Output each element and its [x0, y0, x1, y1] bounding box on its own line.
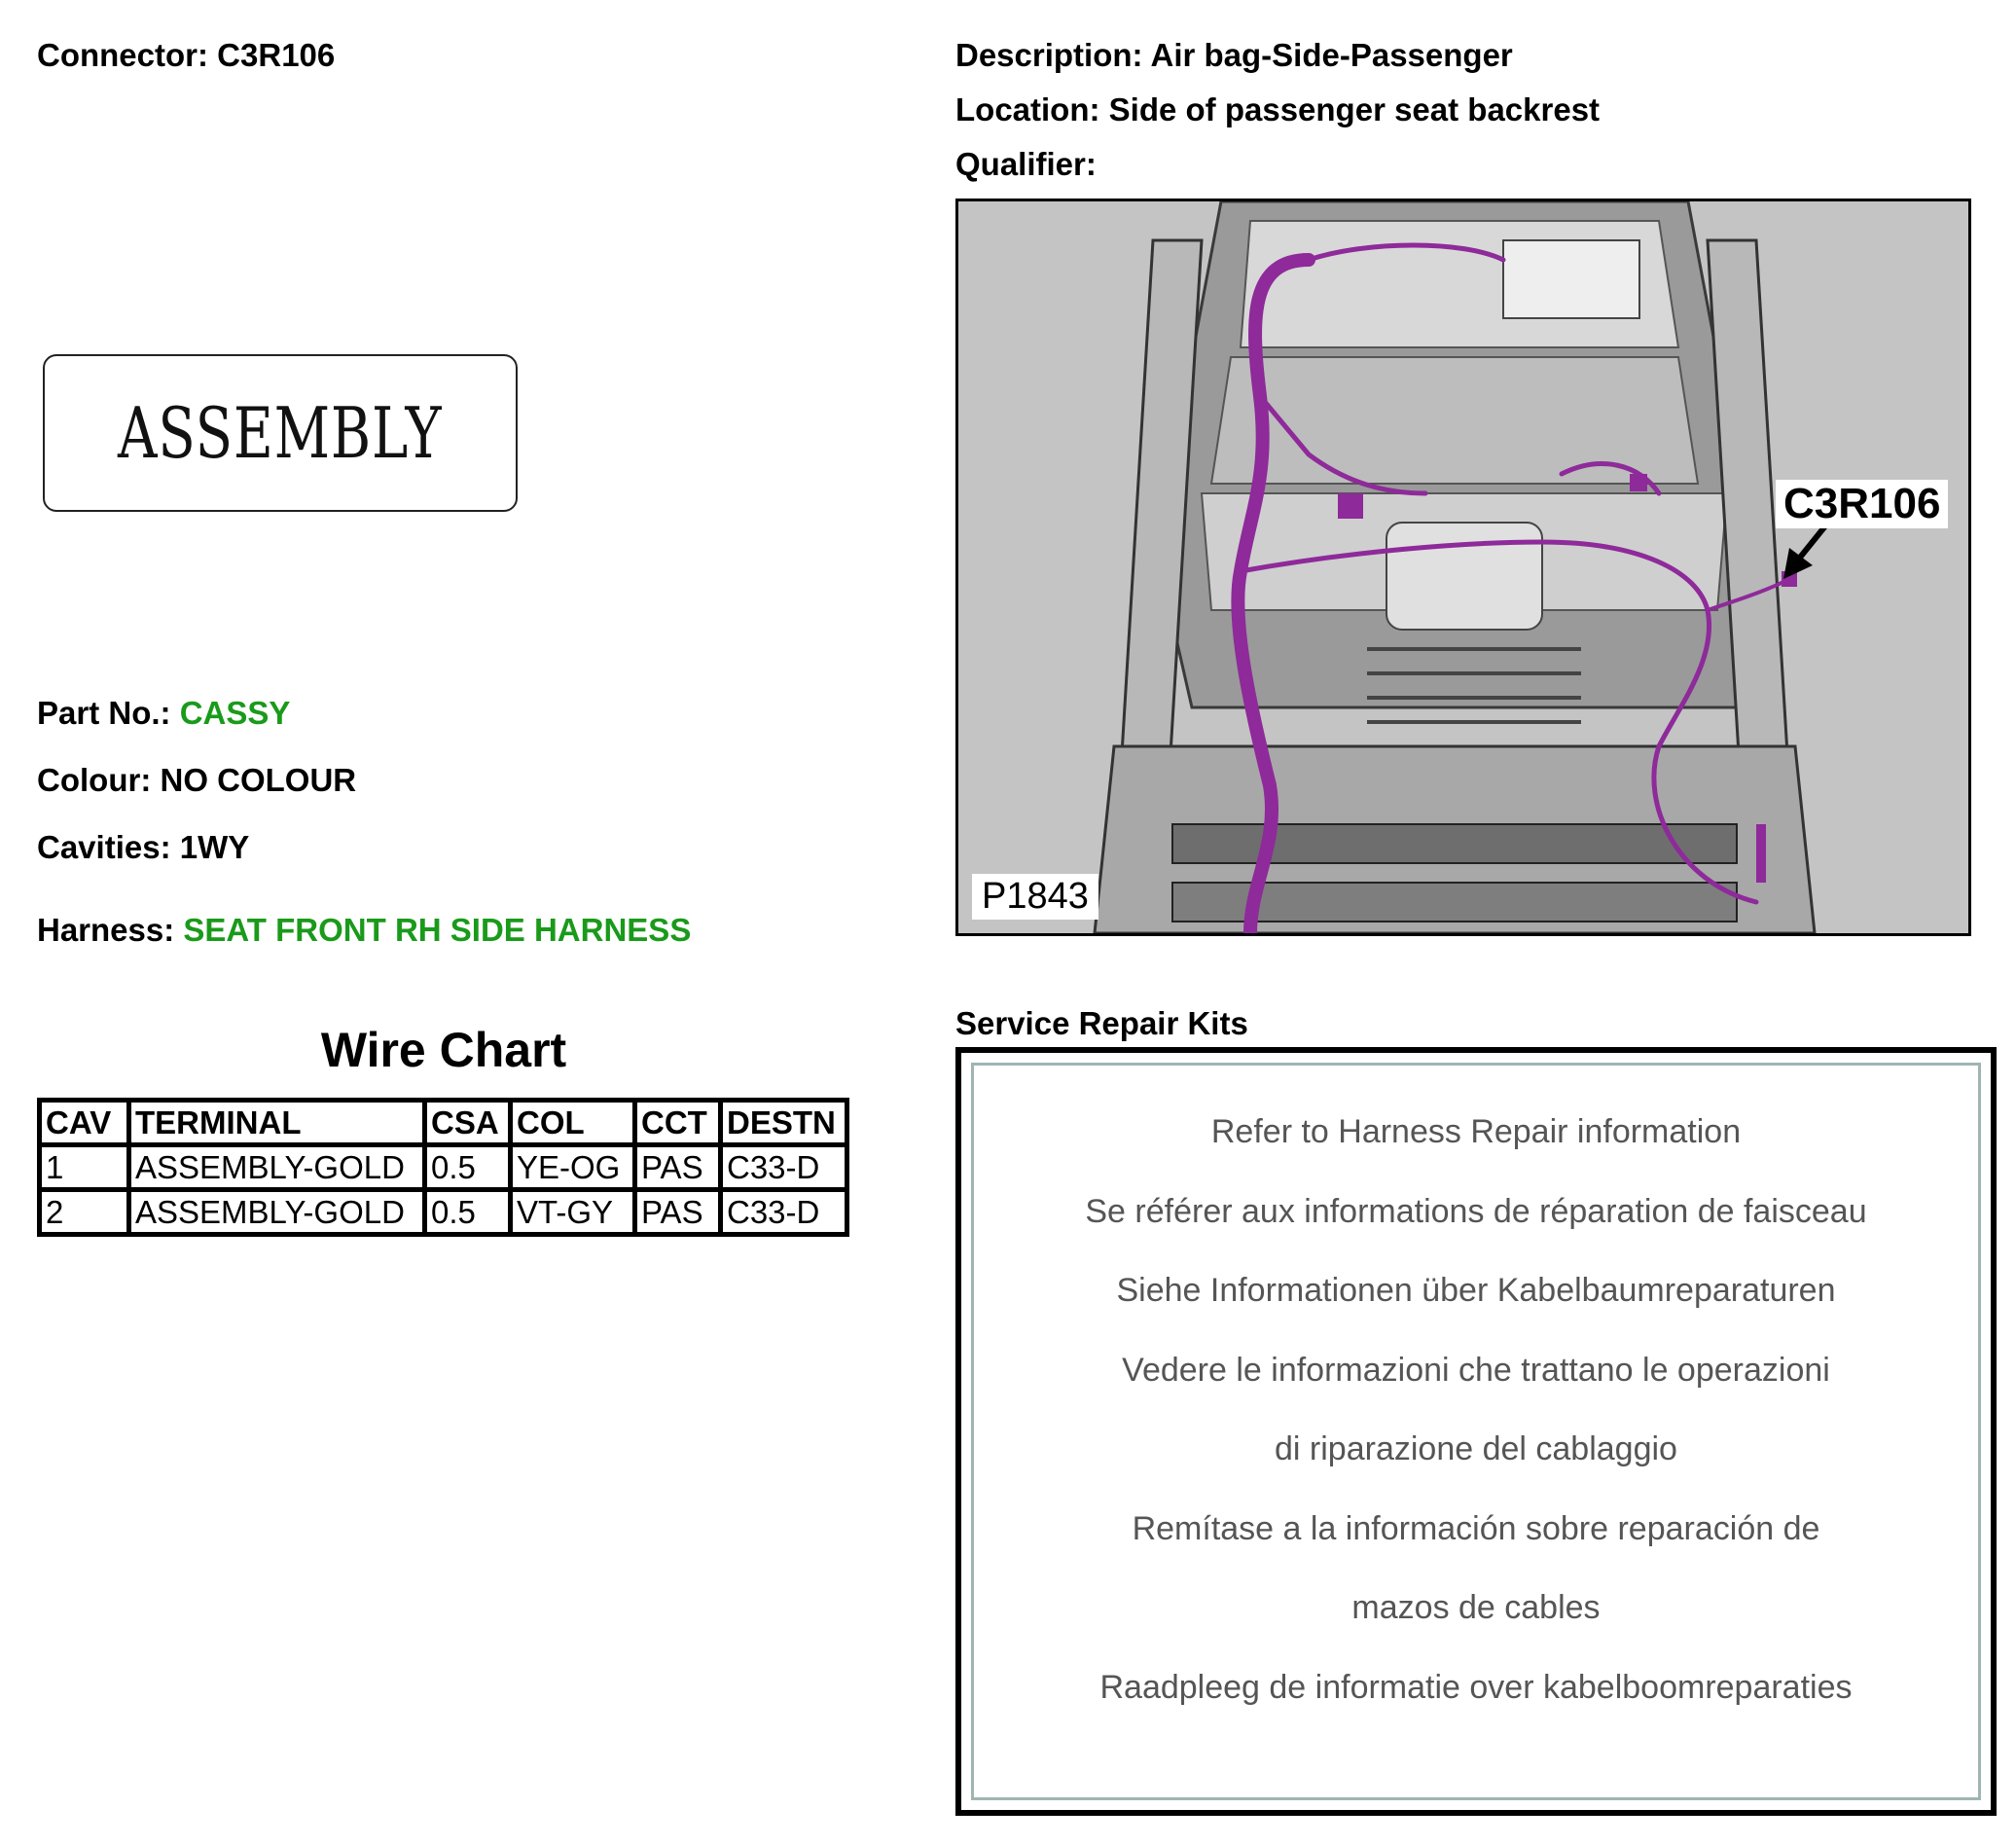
cell-destn[interactable]: C33-D: [721, 1145, 847, 1190]
figure-id: P1843: [972, 874, 1098, 920]
table-row: [40, 1145, 847, 1190]
cell-csa: 0.5: [425, 1145, 511, 1190]
wire-chart-header-row: [40, 1101, 847, 1145]
description-value: Air bag-Side-Passenger: [1150, 37, 1513, 73]
header-col: COL: [511, 1101, 635, 1145]
service-repair-kits-inner: [971, 1063, 1981, 1800]
colour-label: Colour:: [37, 762, 152, 798]
description-line: [955, 37, 1513, 74]
harness-line: [37, 912, 691, 949]
colour-line: [37, 762, 356, 799]
description-label: Description:: [955, 37, 1143, 73]
location-figure: [955, 199, 1971, 936]
seat-frame-illustration: [958, 201, 1968, 933]
wire-chart-title: Wire Chart: [320, 1023, 567, 1077]
colour-value: NO COLOUR: [160, 762, 357, 798]
srk-line-nl: Raadpleeg de informatie over kabelboomreparaties: [1099, 1668, 1853, 1706]
srk-line-de: Siehe Informationen über Kabelbaumreparaturen: [1116, 1272, 1836, 1309]
qualifier-line: [955, 146, 1097, 183]
connector-callout: C3R106: [1776, 480, 1948, 528]
header-destn: DESTN: [721, 1101, 847, 1145]
qualifier-label: Qualifier:: [955, 146, 1097, 182]
wire-chart-table: [37, 1098, 849, 1237]
part-no-link[interactable]: CASSY: [179, 695, 291, 731]
location-label: Location:: [955, 91, 1100, 127]
cell-cav: 2: [40, 1190, 129, 1235]
cavities-line: [37, 829, 249, 866]
srk-line-en: Refer to Harness Repair information: [1210, 1113, 1742, 1150]
part-no-label: Part No.:: [37, 695, 171, 731]
cell-cct: PAS: [635, 1145, 721, 1190]
header-terminal: TERMINAL: [129, 1101, 425, 1145]
cell-destn[interactable]: C33-D: [721, 1190, 847, 1235]
service-repair-kits-box: [955, 1047, 1997, 1816]
location-value: Side of passenger seat backrest: [1108, 91, 1601, 127]
connector-label: Connector:: [37, 37, 208, 73]
connector-line: [37, 37, 335, 74]
connector-face-box: [43, 354, 518, 512]
cell-col: YE-OG: [511, 1145, 635, 1190]
cavities-label: Cavities:: [37, 829, 171, 865]
service-repair-kits-title: Service Repair Kits: [955, 1005, 1248, 1041]
assembly-label: ASSEMBLY: [118, 392, 443, 474]
srk-line-it-2: di riparazione del cablaggio: [1275, 1430, 1677, 1467]
connector-value: C3R106: [217, 37, 336, 73]
cell-csa: 0.5: [425, 1190, 511, 1235]
location-line: [955, 91, 1600, 128]
cell-col: VT-GY: [511, 1190, 635, 1235]
cell-terminal: ASSEMBLY-GOLD: [129, 1190, 425, 1235]
header-cct: CCT: [635, 1101, 721, 1145]
table-row: [40, 1190, 847, 1235]
srk-line-es-1: Remítase a la información sobre reparación de: [1132, 1509, 1820, 1547]
header-csa: CSA: [425, 1101, 511, 1145]
cell-cct: PAS: [635, 1190, 721, 1235]
harness-link[interactable]: SEAT FRONT RH SIDE HARNESS: [183, 912, 692, 948]
srk-line-it-1: Vedere le informazioni che trattano le operazioni: [1122, 1351, 1830, 1389]
cavities-value: 1WY: [179, 829, 250, 865]
harness-label: Harness:: [37, 912, 175, 948]
srk-line-es-2: mazos de cables: [1351, 1589, 1601, 1626]
cell-cav: 1: [40, 1145, 129, 1190]
header-cav: CAV: [40, 1101, 129, 1145]
cell-terminal: ASSEMBLY-GOLD: [129, 1145, 425, 1190]
service-repair-kits-text: [974, 1108, 1978, 1743]
part-no-line: [37, 695, 290, 732]
srk-line-fr: Se référer aux informations de réparation de faisceau: [1085, 1192, 1867, 1230]
